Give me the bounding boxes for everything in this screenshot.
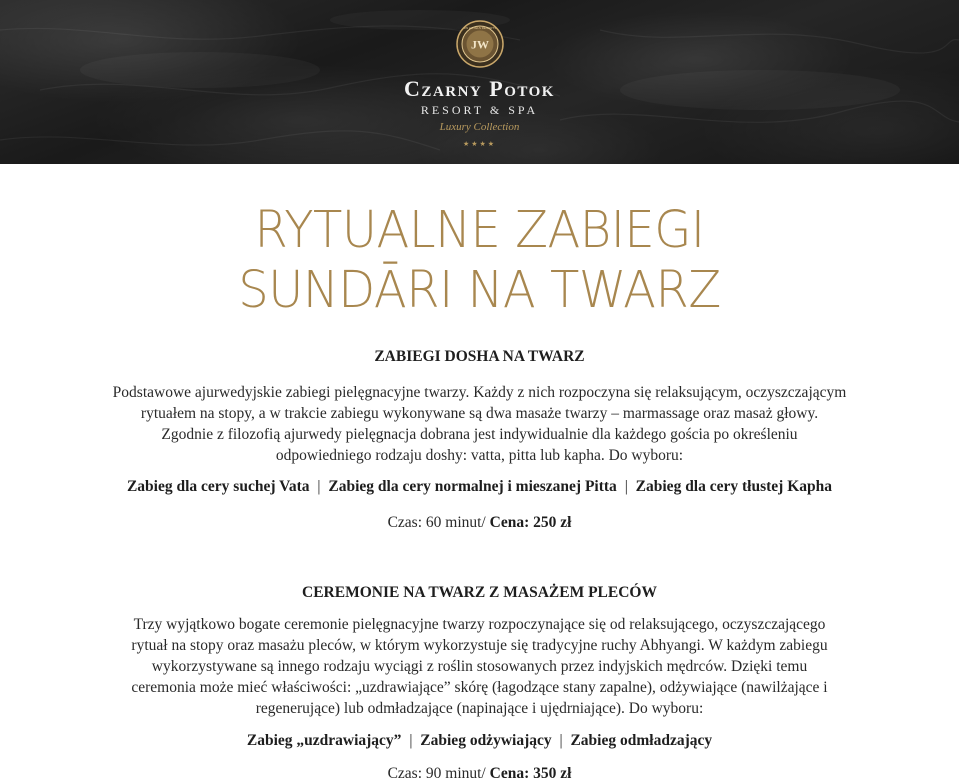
- emblem-monogram: JW: [471, 37, 489, 52]
- jw-emblem-icon: [456, 20, 504, 68]
- brand-subtitle: RESORT & SPA: [420, 103, 539, 117]
- emblem-ring-text: JW HOTELS RESORTS: [463, 26, 497, 30]
- resort-logo: [0, 0, 959, 164]
- treatment-options-dosha: [0, 477, 959, 497]
- brand-tagline: Luxury Collection: [439, 121, 520, 133]
- page-title-line-1: RYTUALNE ZABIEGI: [254, 200, 705, 260]
- option-separator: |: [409, 732, 413, 749]
- stone-header-banner: [0, 0, 959, 164]
- option-separator: |: [624, 478, 628, 495]
- option-rejuvenating: Zabieg odmładzający: [570, 732, 713, 749]
- brand-name: Czarny Potok: [404, 76, 555, 101]
- description-line: rytuał na stopy oraz masażu pleców, w którym wykorzystuje się tradycyjne ruchy Abhyangi. W każdym zabiegu: [131, 637, 828, 654]
- description-line: Podstawowe ajurwedyjskie zabiegi pielęgnacyjne twarzy. Każdy z nich rozpoczyna się relaksującym, oczyszczającym: [112, 384, 847, 401]
- time-price-dosha: [0, 513, 959, 533]
- description-line: ceremonia może mieć właściwości: „uzdrawiające” skórę (łagodzące stany zapalne), odżywiające (nawilżające i: [131, 679, 828, 696]
- option-healing: Zabieg „uzdrawiający”: [246, 732, 402, 749]
- description-line: Zgodnie z filozofią ajurwedy pielęgnacja dobrana jest indywidualnie dla każdego gościa po określeniu: [161, 426, 798, 443]
- option-kapha: Zabieg dla cery tłustej Kapha: [635, 478, 833, 495]
- duration-label: Czas: 90 minut/: [387, 765, 486, 782]
- brand-stars: ★★★★: [462, 140, 497, 148]
- duration-label: Czas: 60 minut/: [387, 514, 486, 531]
- price-label: Cena: 250 zł: [489, 514, 572, 531]
- page-title-line-2: SUNDĀRI NA TWARZ: [238, 260, 721, 320]
- section-heading-ceremonies: CEREMONIE NA TWARZ Z MASAŻEM PLECÓW: [302, 584, 657, 601]
- description-line: regenerujące) lub odmładzające (napinające i ujędrniające). Do wyboru:: [255, 700, 704, 717]
- treatment-options-ceremonies: [0, 731, 959, 751]
- option-separator: |: [559, 732, 563, 749]
- option-nourishing: Zabieg odżywiający: [420, 732, 552, 749]
- description-line: rytuałem na stopy, a w trakcie zabiegu wykonywane są dwa masaże twarzy – marmassage oraz masaż głowy.: [140, 405, 819, 422]
- time-price-ceremonies: [0, 764, 959, 783]
- description-line: Trzy wyjątkowo bogate ceremonie pielęgnacyjne twarzy rozpoczynające się od relaksującego, oczyszczającego: [133, 616, 826, 633]
- description-line: wykorzystywane są innego rodzaju wyciągi z roślin stosowanych przez indyjskich mędrców. Dzięki temu: [151, 658, 808, 675]
- description-line: odpowiedniego rodzaju doshy: vatta, pitta lub kapha. Do wyboru:: [275, 447, 684, 464]
- section-description-dosha: [80, 382, 879, 466]
- option-pitta: Zabieg dla cery normalnej i mieszanej Pitta: [328, 478, 617, 495]
- price-label: Cena: 350 zł: [489, 765, 572, 782]
- section-heading-dosha: ZABIEGI DOSHA NA TWARZ: [374, 348, 585, 365]
- section-description-ceremonies: [80, 614, 879, 719]
- option-separator: |: [317, 478, 321, 495]
- option-vata: Zabieg dla cery suchej Vata: [126, 478, 310, 495]
